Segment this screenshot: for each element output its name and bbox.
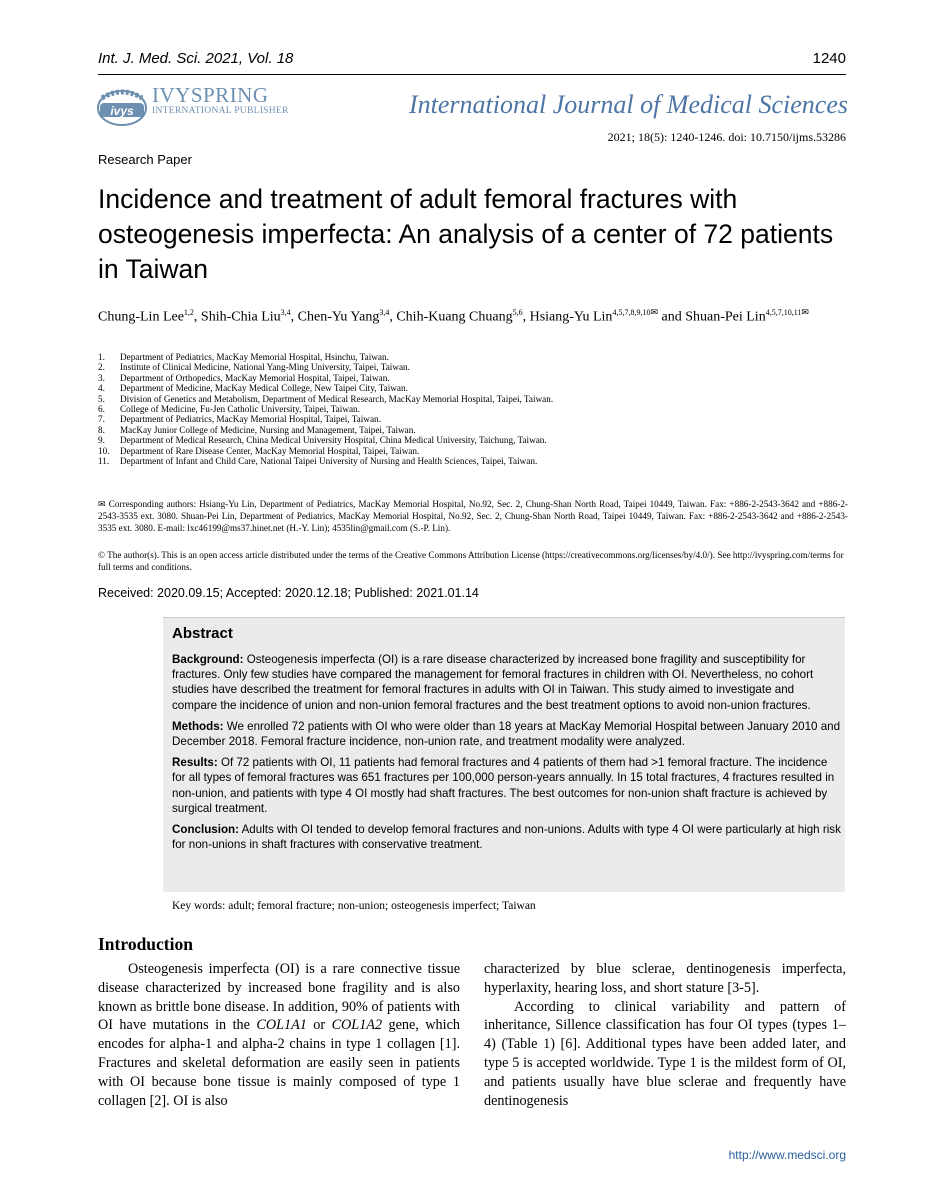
envelope-icon: ✉: [650, 307, 658, 317]
affiliation-item: [98, 394, 858, 404]
author-affiliation-marks: 3,4: [379, 308, 390, 317]
affiliation-item: [98, 446, 858, 456]
affiliation-list: [98, 352, 858, 466]
affiliation-number: 8.: [98, 424, 105, 435]
abstract-heading: Abstract: [172, 625, 233, 642]
author-separator: and: [657, 309, 686, 325]
affiliation-text: Department of Pediatrics, MacKay Memorial Hospital, Hsinchu, Taiwan.: [120, 352, 389, 362]
abstract-methods: Methods: We enrolled 72 patients with OI who were older than 18 years at MacKay Memorial Hospital between January 2010 and December 2018. Femoral fracture incidence, non-union rate, and treatment modality were analyzed.: [172, 719, 841, 749]
affiliation-text: College of Medicine, Fu-Jen Catholic University, Taipei, Taiwan.: [120, 404, 360, 415]
author-affiliation-marks: 3,4: [280, 308, 291, 317]
correspondence-text: Corresponding authors: Hsiang-Yu Lin, Department of Pediatrics, MacKay Memorial Hospital, No.92, Sec. 2, Chung-Shan North Road, Taipei 10449, Taiwan. Fax: +886-2-2543-3642 and +886-2-2543-3535 ext. 3080. Shuan-Pei Lin, Department of Pediatrics, MacKay Memorial Hospital, No.92, Sec. 2, Chung-Shan North Road, Taipei 10449, Taiwan. Fax: +886-2-2543-3642 and +886-2-2543-3535 ext. 3080. E-mail: lxc46199@ms37.hinet.net (H.-Y. Lin); 4535lin@gmail.com (S.-P. Lin).: [98, 499, 848, 533]
affiliation-text: Department of Pediatrics, MacKay Memorial Hospital, Taipei, Taiwan.: [120, 414, 381, 425]
envelope-icon: ✉: [98, 499, 109, 509]
author-name: Hsiang-Yu Lin: [529, 309, 613, 325]
affiliation-text: Department of Orthopedics, MacKay Memorial Hospital, Taipei, Taiwan.: [120, 372, 390, 383]
affiliation-text: Department of Medicine, MacKay Medical College, New Taipei City, Taiwan.: [120, 383, 408, 394]
affiliation-item: [98, 404, 858, 414]
affiliation-number: 3.: [98, 372, 105, 383]
publisher-name: IVYSPRING: [152, 83, 269, 107]
affiliation-number: 4.: [98, 383, 105, 394]
intro-paragraph: According to clinical variability and pattern of inheritance, Sillence classification has four OI types (types 1–4) (Table 1) [6]. Additional types have been added later, and type 5 is accepted worldwide. Type 1 is the mildest form of OI, and patients usually have blue sclerae and frequently have dentinogenesis: [484, 998, 846, 1109]
affiliation-text: Institute of Clinical Medicine, National Yang-Ming University, Taipei, Taiwan.: [120, 362, 410, 373]
keywords: Key words: adult; femoral fracture; non-union; osteogenesis imperfect; Taiwan: [172, 900, 536, 912]
logo-letters: ivys: [110, 104, 134, 118]
header-divider: [98, 74, 846, 75]
intro-column-right: [484, 960, 846, 1110]
author-separator: ,: [193, 309, 201, 325]
journal-name-banner: International Journal of Medical Sciences: [408, 90, 848, 119]
affiliation-text: Department of Medical Research, China Medical University Hospital, China Medical University, Taichung, Taiwan.: [120, 435, 547, 446]
author-affiliation-marks: 4,5,7,10,11: [765, 308, 802, 317]
abstract-background: Background: Osteogenesis imperfecta (OI) is a rare disease characterized by increased bone fragility and susceptibility for fractures. Only few studies have compared the management for femoral fractures in children with OI. Nevertheless, no cohort studies have described the treatment for femoral fractures in adults with OI in Taiwan. This study aimed to investigate and compare the incidence of union and non-union femoral fractures and the best treatment options to avoid non-union fractures.: [172, 653, 814, 712]
affiliation-number: 10.: [98, 445, 110, 456]
author-name: Chen-Yu Yang: [297, 309, 380, 325]
author-affiliation-marks: 5,6: [512, 308, 523, 317]
affiliation-item: [98, 456, 858, 466]
affiliation-number: 5.: [98, 393, 105, 404]
affiliation-text: MacKay Junior College of Medicine, Nursing and Management, Taipei, Taiwan.: [120, 424, 416, 435]
affiliation-text: Department of Infant and Child Care, National Taipei University of Nursing and Health Sciences, Taipei, Taiwan.: [120, 456, 538, 467]
affiliation-number: 7.: [98, 414, 105, 425]
affiliation-item: [98, 352, 858, 362]
citation-line: 2021; 18(5): 1240-1246. doi: 10.7150/ijms.53286: [607, 130, 846, 144]
affiliation-item: [98, 425, 858, 435]
publisher-subtitle: INTERNATIONAL PUBLISHER: [152, 106, 289, 116]
author-name: Shih-Chia Liu: [200, 309, 281, 325]
affiliation-text: Department of Rare Disease Center, MacKay Memorial Hospital, Taipei, Taiwan.: [120, 445, 420, 456]
page-number: 1240: [812, 50, 846, 67]
article-type: Research Paper: [98, 152, 192, 167]
article-dates: Received: 2020.09.15; Accepted: 2020.12.18; Published: 2021.01.14: [98, 586, 479, 600]
author-affiliation-marks: 4,5,7,8,9,10: [612, 308, 651, 317]
affiliation-item: [98, 373, 858, 383]
affiliation-number: 2.: [98, 362, 105, 373]
author-separator: ,: [389, 309, 397, 325]
running-header-journal: Int. J. Med. Sci. 2021, Vol. 18: [98, 50, 294, 67]
intro-paragraph: characterized by blue sclerae, dentinogenesis imperfecta, hyperlaxity, hearing loss, and short stature [3-5].: [484, 961, 846, 996]
footer-link[interactable]: http://www.medsci.org: [728, 1148, 846, 1162]
author-list: [98, 302, 858, 328]
paper-title: Incidence and treatment of adult femoral fractures with osteogenesis imperfecta: An analysis of a center of 72 patients in Taiwan: [98, 184, 834, 284]
envelope-icon: ✉: [801, 307, 809, 317]
author-separator: ,: [522, 309, 530, 325]
author-separator: ,: [290, 309, 298, 325]
license-statement: © The author(s). This is an open access article distributed under the terms of the Creative Commons Attribution License (https://creativecommons.org/licenses/by/4.0/). See http://ivyspring.com/terms for full terms and conditions.: [98, 550, 844, 572]
affiliation-number: 1.: [98, 352, 105, 362]
author-name: Shuan-Pei Lin: [685, 309, 766, 325]
intro-column-left: [98, 960, 460, 1110]
affiliation-item: [98, 435, 858, 445]
abstract-results: Results: Of 72 patients with OI, 11 patients had femoral fractures and 4 patients of them had >1 femoral fracture. The incidence for all types of femoral fractures was 651 fractures per 100,000 person-years annually. In 15 total fractures, 4 fractures resulted in non-union, and patients with type 4 OI mostly had shaft fractures. The best outcomes for non-union shaft fracture is achieved by surgical treatment.: [172, 756, 835, 815]
author-affiliation-marks: 1,2: [183, 308, 194, 317]
affiliation-item: [98, 414, 858, 424]
affiliation-number: 6.: [98, 404, 105, 415]
author-name: Chih-Kuang Chuang: [396, 309, 513, 325]
affiliation-item: [98, 383, 858, 393]
affiliation-text: Division of Genetics and Metabolism, Department of Medical Research, MacKay Memorial Hospital, Taipei, Taiwan.: [120, 393, 554, 404]
affiliation-number: 9.: [98, 435, 105, 446]
affiliation-item: [98, 362, 858, 372]
intro-paragraph: Osteogenesis imperfecta (OI) is a rare connective tissue disease characterized by increased bone fragility and is also known as brittle bone disease. In addition, 90% of patients with OI have mutations in the COL1A1 or COL1A2 gene, which encodes for alpha-1 and alpha-2 chains in type 1 collagen [1]. Fractures and skeletal deformation are easily seen in patients with OI because bone tissue is mainly composed of type 1 collagen [2]. OI is also: [98, 961, 460, 1109]
corresponding-authors: [98, 498, 848, 534]
abstract-conclusion: Conclusion: Adults with OI tended to develop femoral fractures and non-unions. Adults with type 4 OI were particularly at high risk for non-unions in shaft fractures with conservative treatment.: [172, 823, 841, 852]
author-name: Chung-Lin Lee: [98, 309, 184, 325]
affiliation-number: 11.: [98, 456, 110, 467]
abstract-body: [172, 652, 842, 858]
introduction-heading: Introduction: [98, 934, 193, 954]
